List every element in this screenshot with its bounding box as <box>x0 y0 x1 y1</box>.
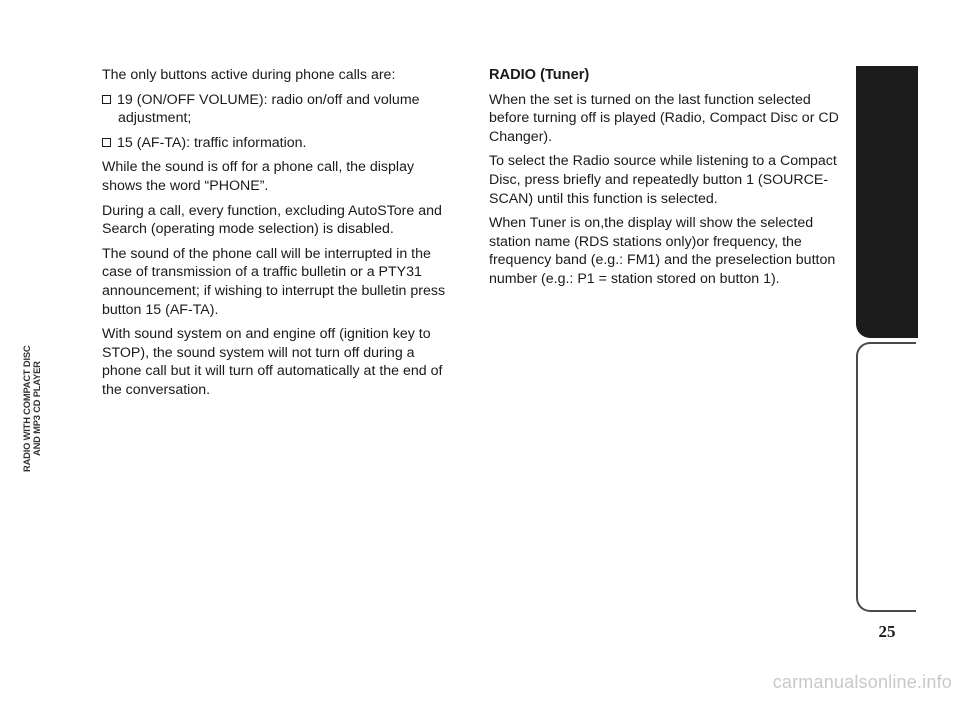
checkbox-bullet-icon <box>102 138 111 147</box>
paragraph: The sound of the phone call will be interrupted in the case of transmission of a traffic bulletin or a PTY31 announcement; if wishing to interrupt the bulletin press button 15 (AF-TA). <box>102 245 446 318</box>
paragraph: To select the Radio source while listening to a Compact Disc, press briefly and repeatedly button 1 (SOURCE-SCAN) until this function is selected. <box>489 153 837 207</box>
bullet-text: 19 (ON/OFF VOLUME): radio on/off and volume adjustment; <box>117 91 420 127</box>
bullet-item <box>102 91 447 128</box>
watermark-text: carmanualsonline.info <box>772 672 952 692</box>
chapter-tab-inactive-label: RADIO WITH COMPACT DISC AND MP3 CD PLAYER <box>21 345 42 473</box>
intro-text: The only buttons active during phone calls are: <box>102 67 396 83</box>
bullet-item <box>102 134 447 153</box>
right-column <box>489 66 839 295</box>
left-column <box>102 66 447 406</box>
paragraph: When the set is turned on the last function selected before turning off is played (Radio, Compact Disc or CD Changer). <box>489 91 839 145</box>
paragraph: With sound system on and engine off (ignition key to STOP), the sound system will not turn off during a phone call but it will turn off automatically at the end of the conversation. <box>102 326 443 398</box>
page-number: 25 <box>878 622 896 641</box>
chapter-tab-rail <box>856 66 918 614</box>
chapter-tab-active[interactable] <box>856 66 918 338</box>
paragraph: When Tuner is on,the display will show the selected station name (RDS stations only)or frequency, the frequency band (e.g.: FM1) and the preselection button number (e.g.: P1 = station stored on button 1). <box>489 215 836 287</box>
checkbox-bullet-icon <box>102 95 111 104</box>
chapter-tab-inactive[interactable] <box>856 342 916 612</box>
paragraph: While the sound is off for a phone call, the display shows the word “PHONE”. <box>102 159 415 194</box>
section-heading: RADIO (Tuner) <box>489 67 590 83</box>
chapter-tab-active-label: RADIO WITH COMPACT DISC PLAYER <box>21 84 42 192</box>
bullet-text: 15 (AF-TA): traffic information. <box>117 134 307 151</box>
paragraph: During a call, every function, excluding AutoSTore and Search (operating mode selection) is disabled. <box>102 202 442 238</box>
